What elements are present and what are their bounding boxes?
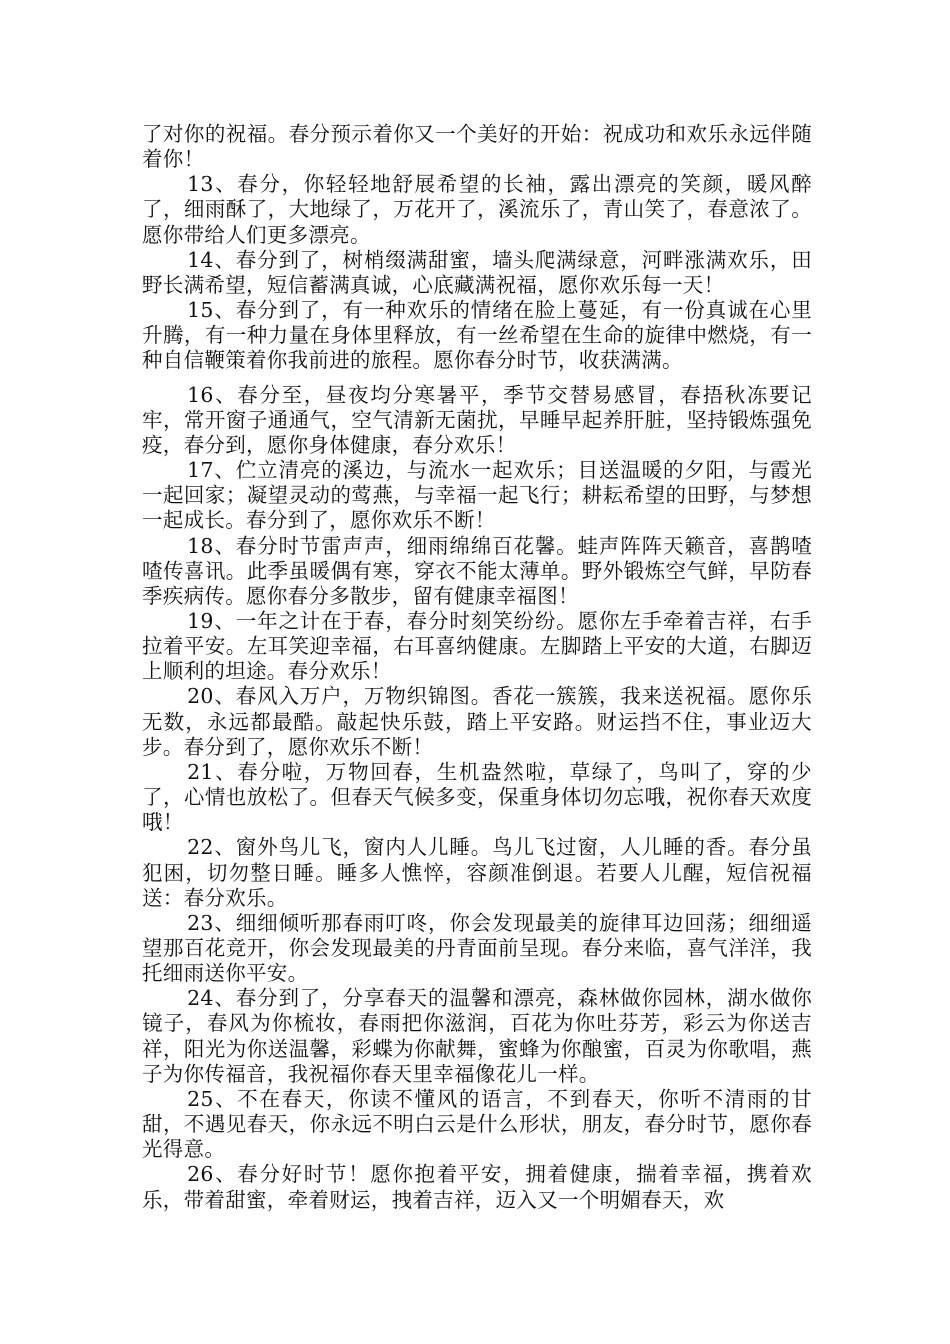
paragraph-20: 20、春风入万户，万物织锦图。香花一簇簇，我来送祝福。愿你乐无数，永远都最酷。敲起快乐鼓，踏上平安路。财运挡不住，事业迈大步。春分到了，愿你欢乐不断！ [142, 684, 812, 759]
paragraph-24: 24、春分到了，分享春天的温馨和漂亮，森林做你园林，湖水做你镜子，春风为你梳妆，春雨把你滋润，百花为你吐芬芳，彩云为你送吉祥，阳光为你送温馨，彩蝶为你献舞，蜜蜂为你酿蜜，百灵为你歌唱，燕子为你传福音，我祝福你春天里幸福像花儿一样。 [142, 986, 812, 1086]
paragraph-18: 18、春分时节雷声声，细雨绵绵百花馨。蛙声阵阵天籁音，喜鹊喳喳传喜讯。此季虽暖偶有寒，穿衣不能太薄单。野外锻炼空气鲜，早防春季疾病传。愿你春分多散步，留有健康幸福图！ [142, 533, 812, 608]
paragraph-25: 25、不在春天，你读不懂风的语言，不到春天，你听不清雨的甘甜，不遇见春天，你永远不明白云是什么形状，朋友，春分时节，愿你春光得意。 [142, 1086, 812, 1162]
paragraph-16: 16、春分至，昼夜均分寒暑平，季节交替易感冒，春捂秋冻要记牢，常开窗子通通气，空气清新无菌扰，早睡早起养肝脏，坚持锻炼强免疫，春分到，愿你身体健康，春分欢乐！ [142, 382, 812, 457]
paragraph-21: 21、春分啦，万物回春，生机盎然啦，草绿了，鸟叫了，穿的少了，心情也放松了。但春天气候多变，保重身体切勿忘哦，祝你春天欢度哦！ [142, 759, 812, 835]
paragraph-19: 19、一年之计在于春，春分时刻笑纷纷。愿你左手牵着吉祥，右手拉着平安。左耳笑迎幸福，右耳喜纳健康。左脚踏上平安的大道，右脚迈上顺利的坦途。春分欢乐！ [142, 608, 812, 684]
paragraph-17: 17、伫立清亮的溪边，与流水一起欢乐；目送温暖的夕阳，与霞光一起回家；凝望灵动的莺燕，与幸福一起飞行；耕耘希望的田野，与梦想一起成长。春分到了，愿你欢乐不断！ [142, 458, 812, 533]
paragraph-15: 15、春分到了，有一种欢乐的情绪在脸上蔓延，有一份真诚在心里升腾，有一种力量在身体里释放，有一丝希望在生命的旋律中燃烧，有一种自信鞭策着你我前进的旅程。愿你春分时节，收获满满。 [142, 298, 812, 373]
document-body [142, 122, 812, 1213]
paragraph-13: 13、春分，你轻轻地舒展希望的长袖，露出漂亮的笑颜，暖风醉了，细雨酥了，大地绿了，万花开了，溪流乐了，青山笑了，春意浓了。愿你带给人们更多漂亮。 [142, 172, 812, 247]
paragraph-14: 14、春分到了，树梢缀满甜蜜，墙头爬满绿意，河畔涨满欢乐，田野长满希望，短信蓄满真诚，心底藏满祝福，愿你欢乐每一天！ [142, 247, 812, 297]
paragraph-23: 23、细细倾听那春雨叮咚，你会发现最美的旋律耳边回荡；细细遥望那百花竞开，你会发现最美的丹青面前呈现。春分来临，喜气洋洋，我托细雨送你平安。 [142, 910, 812, 986]
paragraph-22: 22、窗外鸟儿飞，窗内人儿睡。鸟儿飞过窗，人儿睡的香。春分虽犯困，切勿整日睡。睡多人憔悴，容颜准倒退。若要人儿醒，短信祝福送：春分欢乐。 [142, 835, 812, 910]
paragraph-26: 26、春分好时节！愿你抱着平安，拥着健康，揣着幸福，携着欢乐，带着甜蜜，牵着财运，拽着吉祥，迈入又一个明媚春天，欢 [142, 1162, 812, 1212]
paragraph-12-continued: 了对你的祝福。春分预示着你又一个美好的开始：祝成功和欢乐永远伴随着你！ [142, 122, 812, 172]
